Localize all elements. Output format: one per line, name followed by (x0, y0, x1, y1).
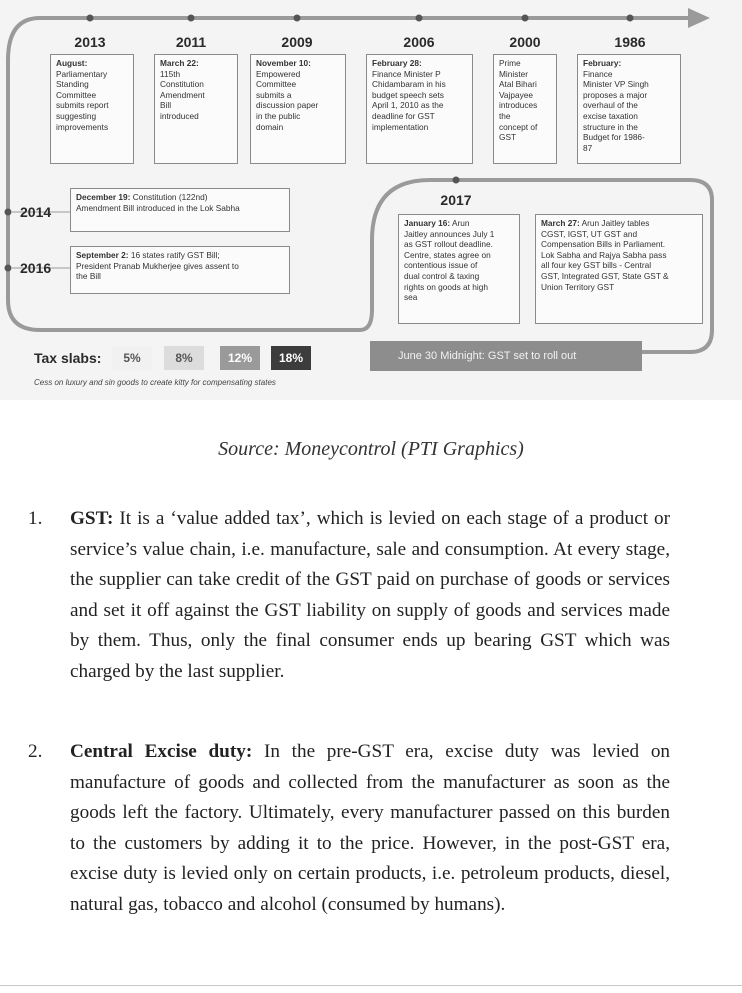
year-label: 2013 (74, 34, 106, 50)
rollout-banner: June 30 Midnight: GST set to roll out (370, 341, 642, 371)
event-box: January 16: Arun Jaitley announces July 1 as GST rollout deadline. Centre, states agree on contentious issue of dual control & taxing rights on goods at high sea (398, 214, 520, 324)
list-number: 2. (28, 741, 43, 762)
year-label: 2009 (281, 34, 313, 50)
event-box: November 10: Empowered Committee submits a discussion paper in the public domain (250, 54, 346, 164)
year-label: 2000 (509, 34, 541, 50)
list-text: GST: It is a ‘value added tax’, which is levied on each stage of a product or service’s value chain, i.e. manufacture, sale and consumption. At every stage, the supplier can take credit of the GST paid on purchase of goods or services and set it off against the GST liability on supply of goods and services made by them. Thus, only the final consumer ends up bearing GST which was charged by the last supplier. (70, 508, 671, 682)
year-label: 1986 (614, 34, 646, 50)
list-item (28, 504, 670, 687)
tax-slab-badge: 5% (112, 346, 152, 370)
event-box: September 2: 16 states ratify GST Bill; President Pranab Mukherjee gives assent to the Bill (70, 246, 290, 294)
gst-timeline-figure (0, 0, 742, 400)
year-label: 2014 (20, 204, 52, 220)
year-label: 2006 (403, 34, 435, 50)
list-number: 1. (28, 508, 43, 529)
term: Central Excise duty: (70, 741, 253, 762)
bottom-rule (0, 985, 742, 986)
tax-slab-badge: 18% (271, 346, 311, 370)
event-box: Prime Minister Atal Bihari Vajpayee introduces the concept of GST (493, 54, 557, 164)
event-box: March 22: 115th Constitution Amendment Bill introduced (154, 54, 238, 164)
year-label: 2011 (175, 34, 207, 50)
tax-slab-badge: 12% (220, 346, 260, 370)
tax-slab-badge: 8% (164, 346, 204, 370)
year-label: 2016 (20, 260, 52, 276)
term: GST: (70, 508, 114, 529)
list-text: Central Excise duty: In the pre-GST era, excise duty was levied on manufacture of goods and collected from the manufacturer as soon as the goods left the factory. Ultimately, every manufacturer passed on this burden to the customers by adding it to the price. However, in the post-GST era, excise duty is levied only on certain products, i.e. petroleum products, diesel, natural gas, tobacco and alcohol (consumed by humans). (70, 741, 671, 915)
cess-note: Cess on luxury and sin goods to create kitty for compensating states (34, 378, 276, 387)
figure-source-caption: Source: Moneycontrol (PTI Graphics) (218, 438, 524, 460)
event-box: March 27: Arun Jaitley tables CGST, IGST, UT GST and Compensation Bills in Parliament. Lok Sabha and Rajya Sabha pass all four key GST bills - Central GST, Integrated GST, State GST & Union Territory GST (535, 214, 703, 324)
year-label: 2017 (440, 192, 472, 208)
event-box: August: Parliamentary Standing Committee submits report suggesting improvements (50, 54, 134, 164)
event-box: December 19: Constitution (122nd) Amendment Bill introduced in the Lok Sabha (70, 188, 290, 232)
arrow-head-icon (688, 8, 710, 28)
event-box: February 28: Finance Minister P Chidambaram in his budget speech sets April 1, 2010 as the deadline for GST implementation (366, 54, 473, 164)
tax-slabs-label: Tax slabs: (34, 350, 102, 366)
list-item (28, 737, 670, 920)
event-box: February: Finance Minister VP Singh proposes a major overhaul of the excise taxation structure in the Budget for 1986- 87 (577, 54, 681, 164)
